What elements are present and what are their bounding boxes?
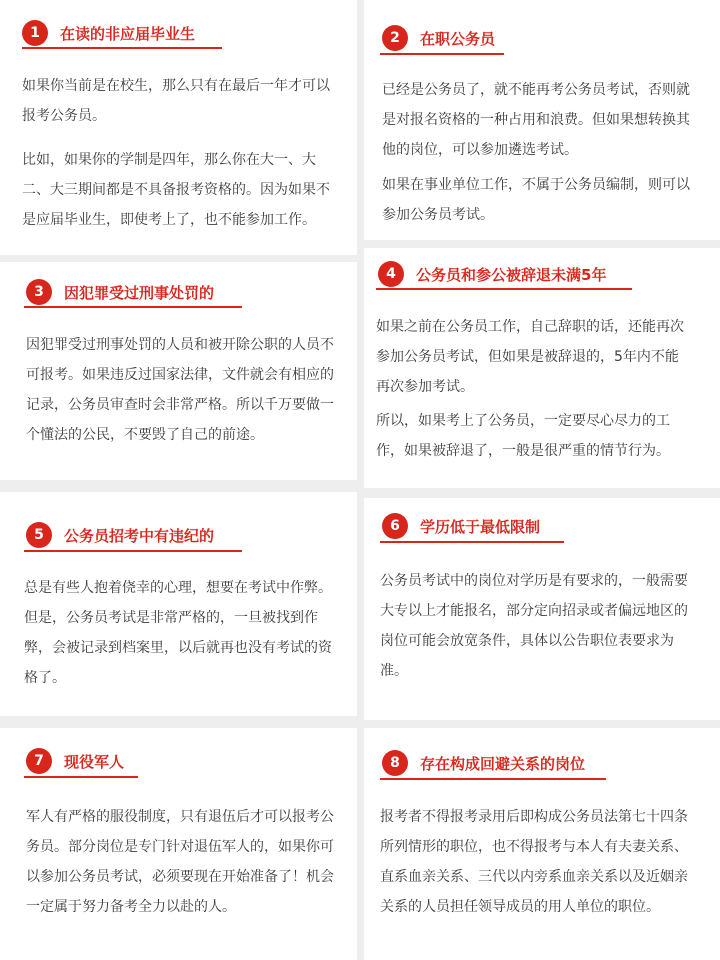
- section-1-title: 在读的非应届毕业生: [60, 24, 196, 43]
- card-section-8: [364, 728, 720, 960]
- section-6-heading: [382, 513, 540, 539]
- section-4-paragraph-1: 如果之前在公务员工作，自己辞职的话，还能再次 参加公务员考试，但如果是被辞退的，5年内不能 再次参加考试。: [376, 319, 684, 395]
- section-1-heading: [22, 20, 195, 46]
- section-5-number-badge: 5: [26, 522, 52, 548]
- section-7-underline: [24, 776, 138, 778]
- section-3-underline: [24, 306, 242, 308]
- section-2-number-badge: 2: [382, 25, 408, 51]
- section-3-number-badge: 3: [26, 279, 52, 305]
- card-section-5: [0, 492, 357, 716]
- section-8-underline: [380, 778, 606, 780]
- section-6-number-badge: 6: [382, 513, 408, 539]
- section-1-number-badge: 1: [22, 20, 48, 46]
- card-section-1: [0, 0, 357, 255]
- section-4-paragraph-2: 所以，如果考上了公务员，一定要尽心尽力的工 作，如果被辞退了，一般是很严重的情节行为。: [376, 413, 670, 459]
- section-3-paragraph-1: 因犯罪受过刑事处罚的人员和被开除公职的人员不 可报考。如果违反过国家法律，文件就会有相应的 记录，公务员审查时会非常严格。所以千万要做一 个懂法的公民，不要毁了自己的前途。: [26, 337, 334, 443]
- section-8-heading: [382, 750, 585, 776]
- section-3-heading: [26, 279, 214, 305]
- section-1-paragraph-2: 比如，如果你的学制是四年，那么你在大一、大 二、大三期间都是不具备报考资格的。因为如果不 是应届毕业生，即使考上了，也不能参加工作。: [22, 152, 330, 228]
- card-section-6: [364, 498, 720, 720]
- section-8-paragraph-1: 报考者不得报考录用后即构成公务员法第七十四条 所列情形的职位，也不得报考与本人有夫妻关系、 直系血亲关系、三代以内旁系血亲关系以及近姻亲 关系的人员担任领导成员的用人单位的职位。: [380, 809, 688, 915]
- section-7-paragraph-1: 军人有严格的服役制度，只有退伍后才可以报考公 务员。部分岗位是专门针对退伍军人的，如果你可 以参加公务员考试，必须要现在开始准备了！机会 一定属于努力备考全力以赴的人。: [26, 809, 334, 915]
- section-8-number-badge: 8: [382, 750, 408, 776]
- section-2-heading: [382, 25, 495, 51]
- section-4-heading: [378, 261, 606, 287]
- section-7-heading: [26, 748, 124, 774]
- section-7-number-badge: 7: [26, 748, 52, 774]
- card-section-4: [364, 248, 720, 488]
- section-1-underline: [22, 47, 222, 49]
- section-2-paragraph-1: 已经是公务员了，就不能再考公务员考试，否则就 是对报名资格的一种占用和浪费。但如果想转换其 他的岗位，可以参加遴选考试。: [382, 82, 690, 158]
- section-2-underline: [380, 53, 504, 55]
- section-4-underline: [376, 288, 632, 290]
- section-2-title: 在职公务员: [420, 29, 496, 48]
- card-section-2: [364, 0, 720, 240]
- section-7-title: 现役军人: [64, 752, 125, 771]
- section-5-underline: [24, 550, 242, 552]
- card-section-3: [0, 262, 357, 480]
- section-1-paragraph-1: 如果你当前是在校生，那么只有在最后一年才可以 报考公务员。: [22, 78, 330, 124]
- section-5-heading: [26, 522, 214, 548]
- section-5-paragraph-1: 总是有些人抱着侥幸的心理，想要在考试中作弊。 但是，公务员考试是非常严格的，一旦被找到作 弊，会被记录到档案里，以后就再也没有考试的资 格了。: [24, 580, 332, 686]
- section-6-title: 学历低于最低限制: [420, 517, 541, 536]
- section-5-title: 公务员招考中有违纪的: [64, 526, 215, 545]
- section-3-title: 因犯罪受过刑事处罚的: [64, 283, 215, 302]
- section-6-paragraph-1: 公务员考试中的岗位对学历是有要求的，一般需要 大专以上才能报名，部分定向招录或者偏远地区的 岗位可能会放宽条件，具体以公告职位表要求为 准。: [380, 573, 688, 679]
- section-8-title: 存在构成回避关系的岗位: [420, 754, 586, 773]
- section-4-title: 公务员和参公被辞退未满5年: [416, 265, 607, 284]
- section-6-underline: [380, 541, 564, 543]
- section-4-number-badge: 4: [378, 261, 404, 287]
- section-2-paragraph-2: 如果在事业单位工作，不属于公务员编制，则可以 参加公务员考试。: [382, 177, 690, 223]
- card-section-7: [0, 728, 357, 960]
